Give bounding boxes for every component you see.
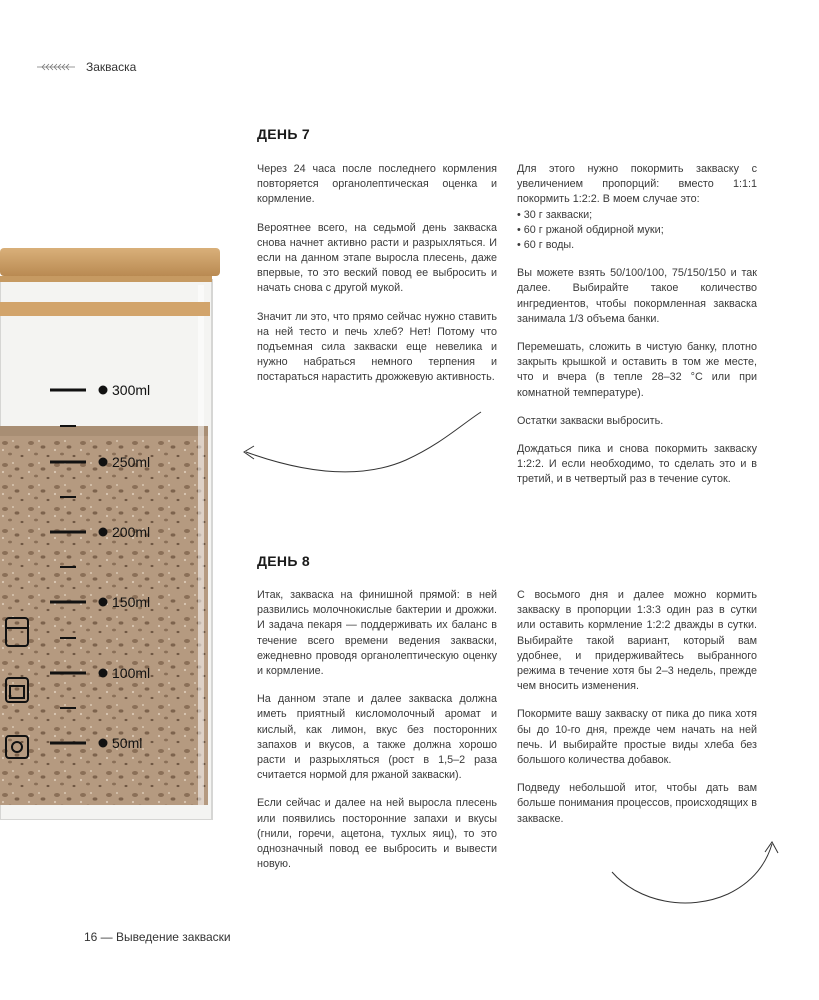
paragraph: С восьмого дня и далее можно кормить закваску в пропорции 1:3:3 один раз в сутки или оставить кормление 1:2:2 дважды в сутки. Выбирайте такой вариант, который вам удобнее, и придерживайтесь выбранного режима в течение хотя бы 2–3 недель, прежде чем вносить изменения.	[517, 589, 757, 693]
running-header	[36, 60, 136, 74]
starter-jar-image	[0, 240, 230, 820]
ingredient-list	[517, 208, 757, 254]
mark-50ml: 50ml	[112, 735, 143, 751]
starter-fill	[0, 430, 208, 805]
mark-200ml: 200ml	[112, 524, 151, 540]
bamboo-lid	[0, 248, 220, 276]
paragraph: Подведу небольшой итог, чтобы дать вам больше понимания процессов, происходящих в закваске.	[517, 782, 757, 825]
paragraph: На данном этапе и далее закваска должна иметь приятный кисломолочный аромат и кислый, как лимон, вкус без посторонних запахов и вкусов, а также должна хорошо расти и разрыхляться (рост в 1,5–2 раза считается нормой для ржаной закваски).	[257, 693, 497, 782]
paragraph: Вероятнее всего, на седьмой день закваска снова начнет активно расти и разрыхляться. И если на данном этапе выросла плесень, даже впервые, то это веский повод ее выбросить и начать снова с другой мукой.	[257, 221, 497, 295]
paragraph: Если сейчас и далее на ней выросла плесень или появились посторонние запахи и вкусы (гнили, горечи, ацетона, тухлых яиц), то это однозначный повод ее выбросить и вывести новую.	[257, 797, 497, 871]
mark-250ml: 250ml	[112, 454, 151, 470]
paragraph: Дождаться пика и снова покормить закваску 1:2:2. И если необходимо, то сделать это и в третий, и в четвертый раз в течение суток.	[517, 443, 757, 486]
list-item: • 60 г ржаной обдирной муки;	[517, 223, 664, 236]
paragraph: Итак, закваска на финишной прямой: в ней развились молочнокислые бактерии и дрожжи. И задача пекаря — поддерживать их баланс в течение всего времени ведения закваски, ежедневно проводя органолептическую оценку и кормление.	[257, 589, 497, 678]
curved-arrow-icon	[236, 410, 496, 480]
list-item: • 30 г закваски;	[517, 208, 593, 221]
paragraph: Остатки закваски выбросить.	[517, 414, 664, 427]
day7-title: ДЕНЬ 7	[257, 126, 310, 142]
day7-right-column	[517, 162, 757, 501]
paragraph: Для этого нужно покормить закваску с увеличением пропорций: вместо 1:1:1 покормить 1:2:2. В моем случае это:	[517, 163, 757, 206]
section-name: Закваска	[86, 60, 137, 74]
mark-150ml: 150ml	[112, 594, 151, 610]
mark-300ml: 300ml	[112, 382, 151, 398]
page-footer: 16 — Выведение закваски	[84, 930, 231, 944]
day8-title: ДЕНЬ 8	[257, 553, 310, 569]
paragraph: Вы можете взять 50/100/100, 75/150/150 и так далее. Выбирайте такое количество ингредиентов, чтобы покормленная закваска занимала 1/3 объема банки.	[517, 267, 757, 325]
list-item: • 60 г воды.	[517, 239, 575, 252]
day8-left-column	[257, 588, 497, 885]
day8-right-column	[517, 588, 757, 840]
mark-100ml: 100ml	[112, 665, 151, 681]
paragraph: Значит ли это, что прямо сейчас нужно ставить на ней тесто и печь хлеб? Нет! Потому что подъемная сила закваски еще невелика и нужно набраться немного терпения и постараться нарастить дрожжевую активность.	[257, 310, 497, 384]
paragraph: Покормите вашу закваску от пика до пика хотя бы до 10-го дня, прежде чем начать на ней печь. И выбирайте простые виды хлеба без большого количества добавок.	[517, 708, 757, 767]
wheat-icon	[36, 62, 76, 72]
day7-left-column	[257, 162, 497, 399]
paragraph: Через 24 часа после последнего кормления повторяется органолептическая оценка и кормление.	[257, 163, 497, 206]
paragraph: Перемешать, сложить в чистую банку, плотно закрыть крышкой и оставить в том же месте, что и вчера (в тепле 28–32 °С или при комнатной температуре).	[517, 341, 757, 399]
curved-arrow-icon	[608, 838, 788, 918]
